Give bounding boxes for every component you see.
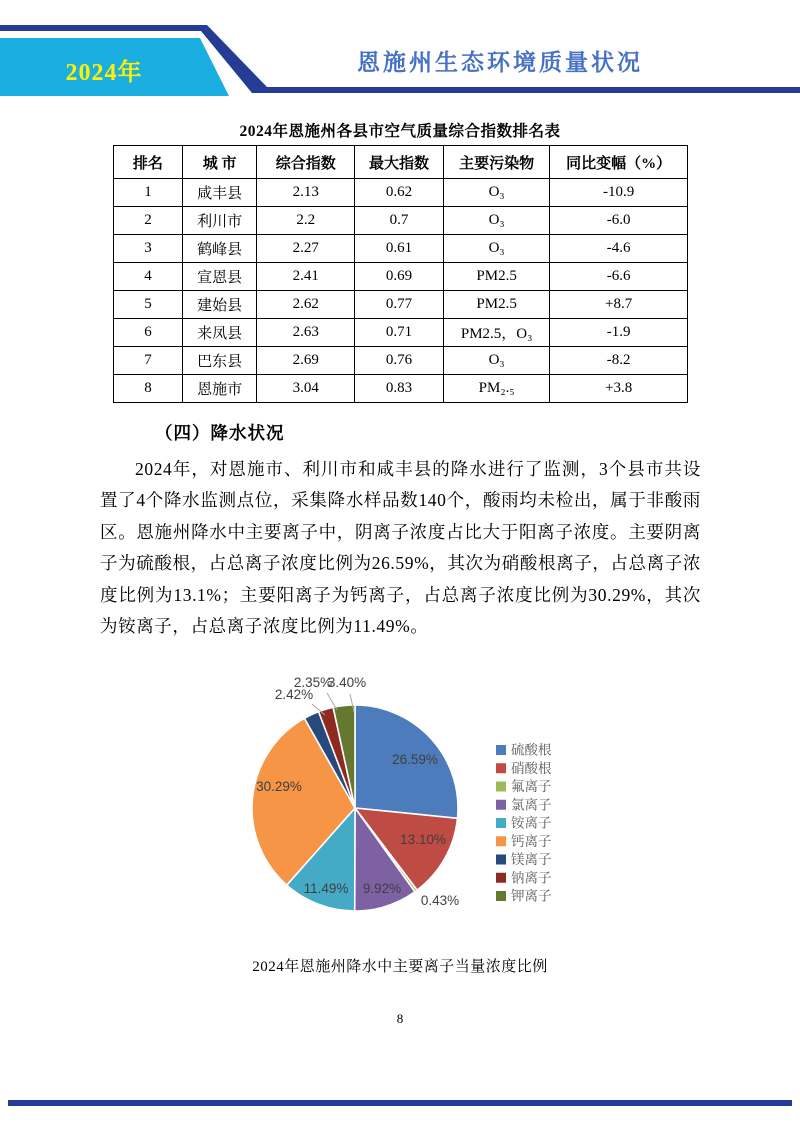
- pie-data-label: 2.42%: [274, 687, 314, 702]
- pie-data-label: 26.59%: [392, 752, 438, 767]
- legend-item-label: 铵离子: [511, 815, 552, 831]
- legend-swatch-magnesium: [496, 855, 506, 865]
- table-header-cell: 最大指数: [355, 146, 444, 179]
- year-badge: 2024年: [65, 60, 143, 86]
- table-header-cell: 主要污染物: [444, 146, 550, 179]
- table-cell: 8: [114, 375, 183, 403]
- table-title: 2024年恩施州各县市空气质量综合指数排名表: [239, 123, 561, 140]
- table-cell: 2.69: [257, 347, 355, 375]
- legend-item-label: 氟离子: [511, 779, 552, 794]
- pie-chart-svg: [223, 672, 663, 938]
- legend-swatch-fluoride: [496, 782, 506, 792]
- table-cell: 2.63: [257, 319, 355, 347]
- legend-item-label: 氯离子: [511, 797, 552, 813]
- pie-data-label: 9.92%: [362, 881, 402, 896]
- table-cell: O₃: [444, 179, 550, 207]
- legend-swatch-sodium: [496, 873, 506, 883]
- pie-data-label: 13.10%: [400, 832, 446, 847]
- table-cell: PM2.5，O₃: [444, 319, 550, 347]
- table-cell: 3.04: [257, 375, 355, 403]
- section-heading: （四）降水状况: [155, 423, 285, 443]
- air-quality-ranking-table: [113, 145, 688, 403]
- table-cell: 来凤县: [182, 319, 257, 347]
- page-title: 恩施州生态环境质量状况: [357, 50, 643, 75]
- table-row: [114, 179, 688, 207]
- table-header-row: [114, 146, 688, 179]
- table-header-cell: 城 市: [182, 146, 257, 179]
- table-cell: 2.27: [257, 235, 355, 263]
- table-cell: 巴东县: [182, 347, 257, 375]
- table-cell: 1: [114, 179, 183, 207]
- table-cell: 0.7: [355, 207, 444, 235]
- table-head: [114, 146, 688, 179]
- body-paragraph: 2024年，对恩施市、利川市和咸丰县的降水进行了监测，3个县市共设置了4个降水监测点位，采集降水样品数140个，酸雨均未检出，属于非酸雨区。恩施州降水中主要离子中，阴离子浓度占比大于阳离子浓度。主要阴离子为硫酸根，占总离子浓度比例为26.59%，其次为硝酸根离子，占总离子浓度比例为13.1%；主要阳离子为钙离子，占总离子浓度比例为30.29%，其次为铵离子，占总离子浓度比例为11.49%。: [100, 459, 701, 637]
- legend-swatch-chloride: [496, 800, 506, 810]
- table-cell: 建始县: [182, 291, 257, 319]
- table-cell: -8.2: [550, 347, 688, 375]
- table-cell: 利川市: [182, 207, 257, 235]
- table-cell: -4.6: [550, 235, 688, 263]
- table-cell: 2.41: [257, 263, 355, 291]
- table-header-cell: 排名: [114, 146, 183, 179]
- table-cell: 2.2: [257, 207, 355, 235]
- table-cell: -1.9: [550, 319, 688, 347]
- table-cell: 0.76: [355, 347, 444, 375]
- legend-item-label: 钙离子: [511, 833, 552, 849]
- table-cell: 鹤峰县: [182, 235, 257, 263]
- legend-item-label: 镁离子: [511, 852, 552, 867]
- table-header-cell: 同比变幅（%）: [550, 146, 688, 179]
- legend-item-label: 硫酸根: [511, 742, 552, 758]
- table-row: [114, 319, 688, 347]
- table-row: [114, 291, 688, 319]
- page-number: 8: [396, 1011, 404, 1026]
- legend-swatch-ammonium: [496, 818, 506, 828]
- table-cell: -10.9: [550, 179, 688, 207]
- table-cell: -6.0: [550, 207, 688, 235]
- table-cell: 0.71: [355, 319, 444, 347]
- table-cell: 0.69: [355, 263, 444, 291]
- table-cell: +8.7: [550, 291, 688, 319]
- legend-swatch-nitrate: [496, 763, 506, 773]
- pie-data-label: 30.29%: [256, 779, 302, 794]
- table-cell: 咸丰县: [182, 179, 257, 207]
- table-cell: 7: [114, 347, 183, 375]
- table-cell: 6: [114, 319, 183, 347]
- table-cell: 恩施市: [182, 375, 257, 403]
- pie-data-label: 11.49%: [303, 881, 349, 896]
- pie-data-label: 2.35%: [293, 675, 333, 690]
- legend-item-label: 钠离子: [511, 870, 552, 886]
- pie-data-label: 0.43%: [420, 893, 460, 908]
- table-cell: 宣恩县: [182, 263, 257, 291]
- table-cell: +3.8: [550, 375, 688, 403]
- table-body: [114, 179, 688, 403]
- figure-caption: 2024年恩施州降水中主要离子当量浓度比例: [252, 959, 548, 975]
- table-cell: 2.13: [257, 179, 355, 207]
- table-cell: 2: [114, 207, 183, 235]
- table-cell: 3: [114, 235, 183, 263]
- table-cell: 4: [114, 263, 183, 291]
- precipitation-ion-pie-chart: [223, 672, 663, 938]
- table-row: [114, 263, 688, 291]
- table-cell: 2.62: [257, 291, 355, 319]
- table-cell: O₃: [444, 207, 550, 235]
- table-cell: 5: [114, 291, 183, 319]
- legend-item-label: 硝酸根: [511, 760, 552, 776]
- table-cell: 0.83: [355, 375, 444, 403]
- table-cell: -6.6: [550, 263, 688, 291]
- table-row: [114, 375, 688, 403]
- table-row: [114, 347, 688, 375]
- table-cell: O₃: [444, 235, 550, 263]
- table-row: [114, 235, 688, 263]
- table-row: [114, 207, 688, 235]
- legend-swatch-calcium: [496, 836, 506, 846]
- legend-swatch-potassium: [496, 891, 506, 901]
- table-header-cell: 综合指数: [257, 146, 355, 179]
- legend-swatch-sulfate: [496, 745, 506, 755]
- table-cell: 0.77: [355, 291, 444, 319]
- footer-rule: [8, 1100, 792, 1106]
- table-cell: PM2.5: [444, 263, 550, 291]
- table-cell: PM2.5: [444, 291, 550, 319]
- table-cell: 0.61: [355, 235, 444, 263]
- pie-data-label: 3.40%: [327, 675, 367, 690]
- table-cell: 0.62: [355, 179, 444, 207]
- table-cell: O₃: [444, 347, 550, 375]
- table-cell: PM₂.₅: [444, 375, 550, 403]
- legend-item-label: 钾离子: [511, 888, 552, 904]
